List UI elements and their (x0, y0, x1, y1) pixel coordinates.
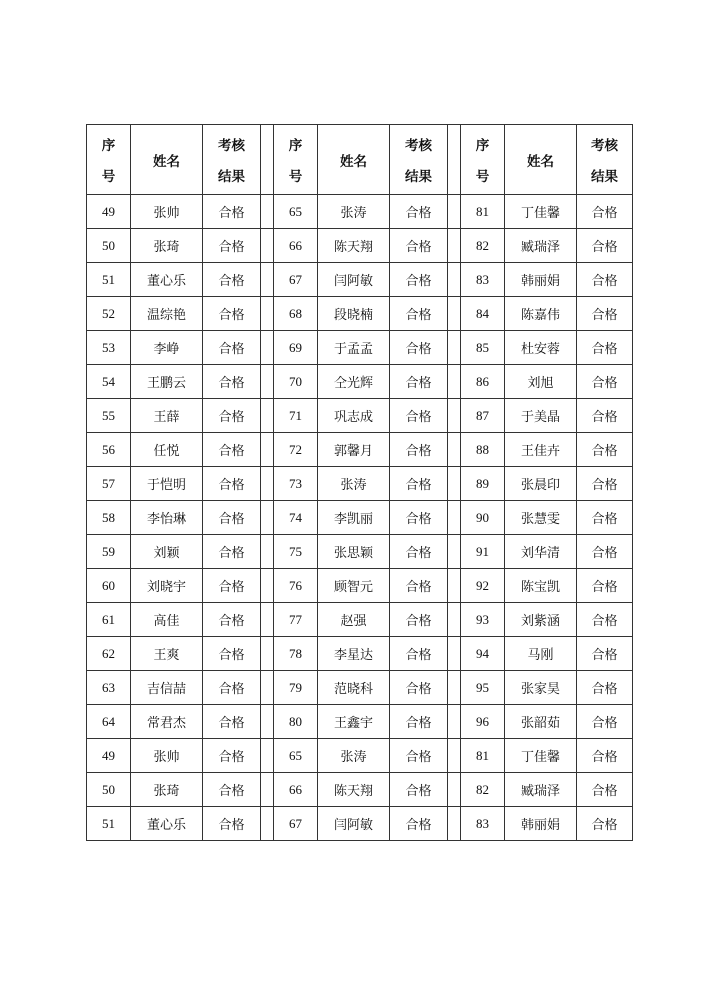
table-row (87, 229, 633, 263)
cell-result: 合格 (203, 637, 261, 671)
table-row (87, 331, 633, 365)
cell-name: 任悦 (131, 433, 203, 467)
cell-name: 张慧雯 (505, 501, 577, 535)
cell-seq-number: 74 (274, 501, 318, 535)
cell-result: 合格 (577, 671, 633, 705)
cell-result: 合格 (577, 637, 633, 671)
cell-result: 合格 (390, 467, 448, 501)
cell-result: 合格 (390, 637, 448, 671)
table-row (87, 297, 633, 331)
cell-result: 合格 (390, 229, 448, 263)
cell-result: 合格 (390, 195, 448, 229)
column-gap (261, 739, 274, 773)
column-gap (261, 229, 274, 263)
cell-seq-number: 90 (461, 501, 505, 535)
cell-seq-number: 95 (461, 671, 505, 705)
cell-seq-number: 85 (461, 331, 505, 365)
column-gap (261, 603, 274, 637)
cell-seq-number: 80 (274, 705, 318, 739)
cell-result: 合格 (203, 297, 261, 331)
cell-seq-number: 71 (274, 399, 318, 433)
cell-name: 臧瑞泽 (505, 773, 577, 807)
cell-name: 丁佳馨 (505, 195, 577, 229)
cell-result: 合格 (203, 399, 261, 433)
cell-result: 合格 (203, 773, 261, 807)
cell-name: 王佳卉 (505, 433, 577, 467)
cell-result: 合格 (203, 569, 261, 603)
table-row (87, 535, 633, 569)
header-name: 姓名 (505, 125, 577, 195)
header-row (87, 125, 633, 195)
cell-seq-number: 96 (461, 705, 505, 739)
cell-result: 合格 (577, 195, 633, 229)
table-row (87, 569, 633, 603)
cell-seq-number: 81 (461, 739, 505, 773)
table-row (87, 501, 633, 535)
cell-seq-number: 51 (87, 807, 131, 841)
cell-name: 吉信喆 (131, 671, 203, 705)
cell-seq-number: 79 (274, 671, 318, 705)
cell-seq-number: 57 (87, 467, 131, 501)
cell-result: 合格 (577, 433, 633, 467)
cell-seq-number: 70 (274, 365, 318, 399)
cell-result: 合格 (577, 297, 633, 331)
cell-name: 高佳 (131, 603, 203, 637)
cell-result: 合格 (577, 569, 633, 603)
column-gap (448, 501, 461, 535)
table-row (87, 195, 633, 229)
cell-result: 合格 (390, 705, 448, 739)
cell-seq-number: 58 (87, 501, 131, 535)
cell-seq-number: 92 (461, 569, 505, 603)
cell-name: 李凯丽 (318, 501, 390, 535)
cell-result: 合格 (577, 773, 633, 807)
cell-name: 李怡琳 (131, 501, 203, 535)
table-body (87, 195, 633, 841)
column-gap (448, 195, 461, 229)
cell-seq-number: 54 (87, 365, 131, 399)
cell-result: 合格 (577, 501, 633, 535)
cell-name: 闫阿敏 (318, 807, 390, 841)
cell-seq-number: 76 (274, 569, 318, 603)
cell-name: 王鑫宇 (318, 705, 390, 739)
table-row (87, 773, 633, 807)
column-gap (448, 263, 461, 297)
cell-seq-number: 83 (461, 807, 505, 841)
column-gap (448, 637, 461, 671)
header-result: 考核 结果 (390, 125, 448, 195)
cell-name: 王薛 (131, 399, 203, 433)
cell-seq-number: 67 (274, 807, 318, 841)
cell-seq-number: 63 (87, 671, 131, 705)
cell-result: 合格 (577, 603, 633, 637)
cell-name: 韩丽娟 (505, 263, 577, 297)
column-gap (261, 705, 274, 739)
table-row (87, 603, 633, 637)
cell-result: 合格 (203, 535, 261, 569)
cell-name: 刘晓宇 (131, 569, 203, 603)
table-row (87, 467, 633, 501)
cell-result: 合格 (203, 195, 261, 229)
table-row (87, 705, 633, 739)
cell-result: 合格 (577, 705, 633, 739)
cell-result: 合格 (390, 501, 448, 535)
cell-seq-number: 93 (461, 603, 505, 637)
column-gap (448, 467, 461, 501)
cell-seq-number: 49 (87, 739, 131, 773)
cell-seq-number: 91 (461, 535, 505, 569)
column-gap (448, 671, 461, 705)
cell-seq-number: 62 (87, 637, 131, 671)
cell-name: 张韶茹 (505, 705, 577, 739)
cell-name: 张琦 (131, 229, 203, 263)
table-row (87, 365, 633, 399)
column-gap (448, 297, 461, 331)
cell-seq-number: 65 (274, 739, 318, 773)
column-gap (261, 637, 274, 671)
column-gap (261, 671, 274, 705)
table-row (87, 807, 633, 841)
cell-result: 合格 (390, 671, 448, 705)
header-result: 考核 结果 (203, 125, 261, 195)
cell-name: 丁佳馨 (505, 739, 577, 773)
cell-seq-number: 88 (461, 433, 505, 467)
cell-result: 合格 (390, 365, 448, 399)
column-gap (261, 535, 274, 569)
column-gap (448, 433, 461, 467)
column-gap (261, 331, 274, 365)
column-gap (261, 433, 274, 467)
cell-seq-number: 52 (87, 297, 131, 331)
cell-name: 顾智元 (318, 569, 390, 603)
cell-name: 王爽 (131, 637, 203, 671)
cell-name: 陈宝凯 (505, 569, 577, 603)
column-gap (261, 297, 274, 331)
cell-result: 合格 (390, 433, 448, 467)
column-gap (261, 773, 274, 807)
cell-name: 李星达 (318, 637, 390, 671)
cell-seq-number: 66 (274, 773, 318, 807)
column-gap (261, 263, 274, 297)
cell-name: 闫阿敏 (318, 263, 390, 297)
column-gap (261, 467, 274, 501)
cell-seq-number: 65 (274, 195, 318, 229)
cell-name: 张涛 (318, 467, 390, 501)
column-gap (448, 399, 461, 433)
column-gap (261, 569, 274, 603)
cell-name: 范晓科 (318, 671, 390, 705)
cell-name: 董心乐 (131, 263, 203, 297)
cell-result: 合格 (203, 433, 261, 467)
cell-result: 合格 (390, 297, 448, 331)
cell-seq-number: 69 (274, 331, 318, 365)
cell-seq-number: 87 (461, 399, 505, 433)
cell-seq-number: 50 (87, 773, 131, 807)
cell-seq-number: 86 (461, 365, 505, 399)
column-gap (261, 399, 274, 433)
cell-seq-number: 84 (461, 297, 505, 331)
cell-result: 合格 (390, 807, 448, 841)
cell-seq-number: 75 (274, 535, 318, 569)
cell-result: 合格 (390, 773, 448, 807)
cell-name: 于孟孟 (318, 331, 390, 365)
header-name: 姓名 (131, 125, 203, 195)
cell-name: 臧瑞泽 (505, 229, 577, 263)
table-row (87, 671, 633, 705)
cell-result: 合格 (203, 739, 261, 773)
cell-result: 合格 (203, 365, 261, 399)
column-gap (448, 569, 461, 603)
cell-result: 合格 (577, 263, 633, 297)
cell-name: 温综艳 (131, 297, 203, 331)
header-result: 考核 结果 (577, 125, 633, 195)
cell-seq-number: 82 (461, 229, 505, 263)
table-row (87, 433, 633, 467)
cell-result: 合格 (577, 399, 633, 433)
table-row (87, 399, 633, 433)
cell-result: 合格 (390, 603, 448, 637)
column-gap (448, 365, 461, 399)
cell-name: 刘紫涵 (505, 603, 577, 637)
cell-name: 张帅 (131, 195, 203, 229)
cell-name: 于恺明 (131, 467, 203, 501)
header-seq: 序 号 (461, 125, 505, 195)
header-name: 姓名 (318, 125, 390, 195)
cell-result: 合格 (577, 365, 633, 399)
cell-name: 陈嘉伟 (505, 297, 577, 331)
cell-result: 合格 (577, 467, 633, 501)
cell-result: 合格 (390, 399, 448, 433)
column-gap (448, 331, 461, 365)
cell-seq-number: 67 (274, 263, 318, 297)
cell-name: 于美晶 (505, 399, 577, 433)
cell-result: 合格 (203, 603, 261, 637)
cell-result: 合格 (390, 331, 448, 365)
cell-seq-number: 56 (87, 433, 131, 467)
cell-seq-number: 68 (274, 297, 318, 331)
cell-name: 杜安蓉 (505, 331, 577, 365)
column-gap (448, 535, 461, 569)
cell-name: 张帅 (131, 739, 203, 773)
cell-result: 合格 (577, 331, 633, 365)
cell-name: 郭馨月 (318, 433, 390, 467)
column-gap (261, 195, 274, 229)
cell-seq-number: 51 (87, 263, 131, 297)
cell-seq-number: 72 (274, 433, 318, 467)
cell-name: 张涛 (318, 195, 390, 229)
cell-seq-number: 77 (274, 603, 318, 637)
cell-seq-number: 78 (274, 637, 318, 671)
cell-result: 合格 (203, 331, 261, 365)
cell-name: 巩志成 (318, 399, 390, 433)
cell-name: 仝光辉 (318, 365, 390, 399)
cell-seq-number: 66 (274, 229, 318, 263)
cell-seq-number: 59 (87, 535, 131, 569)
assessment-results-table (86, 124, 633, 841)
column-gap (448, 125, 461, 195)
cell-seq-number: 50 (87, 229, 131, 263)
cell-name: 段晓楠 (318, 297, 390, 331)
cell-result: 合格 (390, 739, 448, 773)
column-gap (448, 229, 461, 263)
cell-name: 刘颖 (131, 535, 203, 569)
column-gap (261, 125, 274, 195)
cell-name: 常君杰 (131, 705, 203, 739)
cell-seq-number: 89 (461, 467, 505, 501)
cell-seq-number: 60 (87, 569, 131, 603)
cell-result: 合格 (203, 263, 261, 297)
cell-seq-number: 53 (87, 331, 131, 365)
table-row (87, 739, 633, 773)
column-gap (261, 365, 274, 399)
cell-seq-number: 49 (87, 195, 131, 229)
cell-seq-number: 81 (461, 195, 505, 229)
column-gap (448, 739, 461, 773)
cell-name: 韩丽娟 (505, 807, 577, 841)
cell-result: 合格 (203, 501, 261, 535)
cell-name: 张思颖 (318, 535, 390, 569)
header-seq: 序 号 (87, 125, 131, 195)
cell-name: 马刚 (505, 637, 577, 671)
cell-name: 赵强 (318, 603, 390, 637)
cell-name: 李峥 (131, 331, 203, 365)
cell-seq-number: 61 (87, 603, 131, 637)
cell-result: 合格 (390, 569, 448, 603)
cell-name: 张家昊 (505, 671, 577, 705)
cell-result: 合格 (203, 671, 261, 705)
column-gap (448, 773, 461, 807)
cell-result: 合格 (390, 535, 448, 569)
cell-name: 刘旭 (505, 365, 577, 399)
cell-name: 刘华清 (505, 535, 577, 569)
cell-name: 张涛 (318, 739, 390, 773)
cell-name: 王鹏云 (131, 365, 203, 399)
cell-result: 合格 (577, 739, 633, 773)
cell-seq-number: 83 (461, 263, 505, 297)
column-gap (261, 807, 274, 841)
cell-seq-number: 94 (461, 637, 505, 671)
cell-seq-number: 73 (274, 467, 318, 501)
column-gap (261, 501, 274, 535)
column-gap (448, 705, 461, 739)
cell-result: 合格 (203, 229, 261, 263)
cell-seq-number: 64 (87, 705, 131, 739)
cell-name: 张晨印 (505, 467, 577, 501)
cell-seq-number: 55 (87, 399, 131, 433)
header-seq: 序 号 (274, 125, 318, 195)
cell-result: 合格 (390, 263, 448, 297)
table-row (87, 263, 633, 297)
cell-result: 合格 (203, 807, 261, 841)
cell-result: 合格 (577, 229, 633, 263)
column-gap (448, 603, 461, 637)
cell-name: 董心乐 (131, 807, 203, 841)
table-row (87, 637, 633, 671)
results-table-container (86, 124, 629, 841)
cell-result: 合格 (577, 807, 633, 841)
cell-name: 陈天翔 (318, 773, 390, 807)
cell-result: 合格 (203, 467, 261, 501)
cell-name: 陈天翔 (318, 229, 390, 263)
column-gap (448, 807, 461, 841)
cell-name: 张琦 (131, 773, 203, 807)
cell-result: 合格 (577, 535, 633, 569)
cell-result: 合格 (203, 705, 261, 739)
cell-seq-number: 82 (461, 773, 505, 807)
